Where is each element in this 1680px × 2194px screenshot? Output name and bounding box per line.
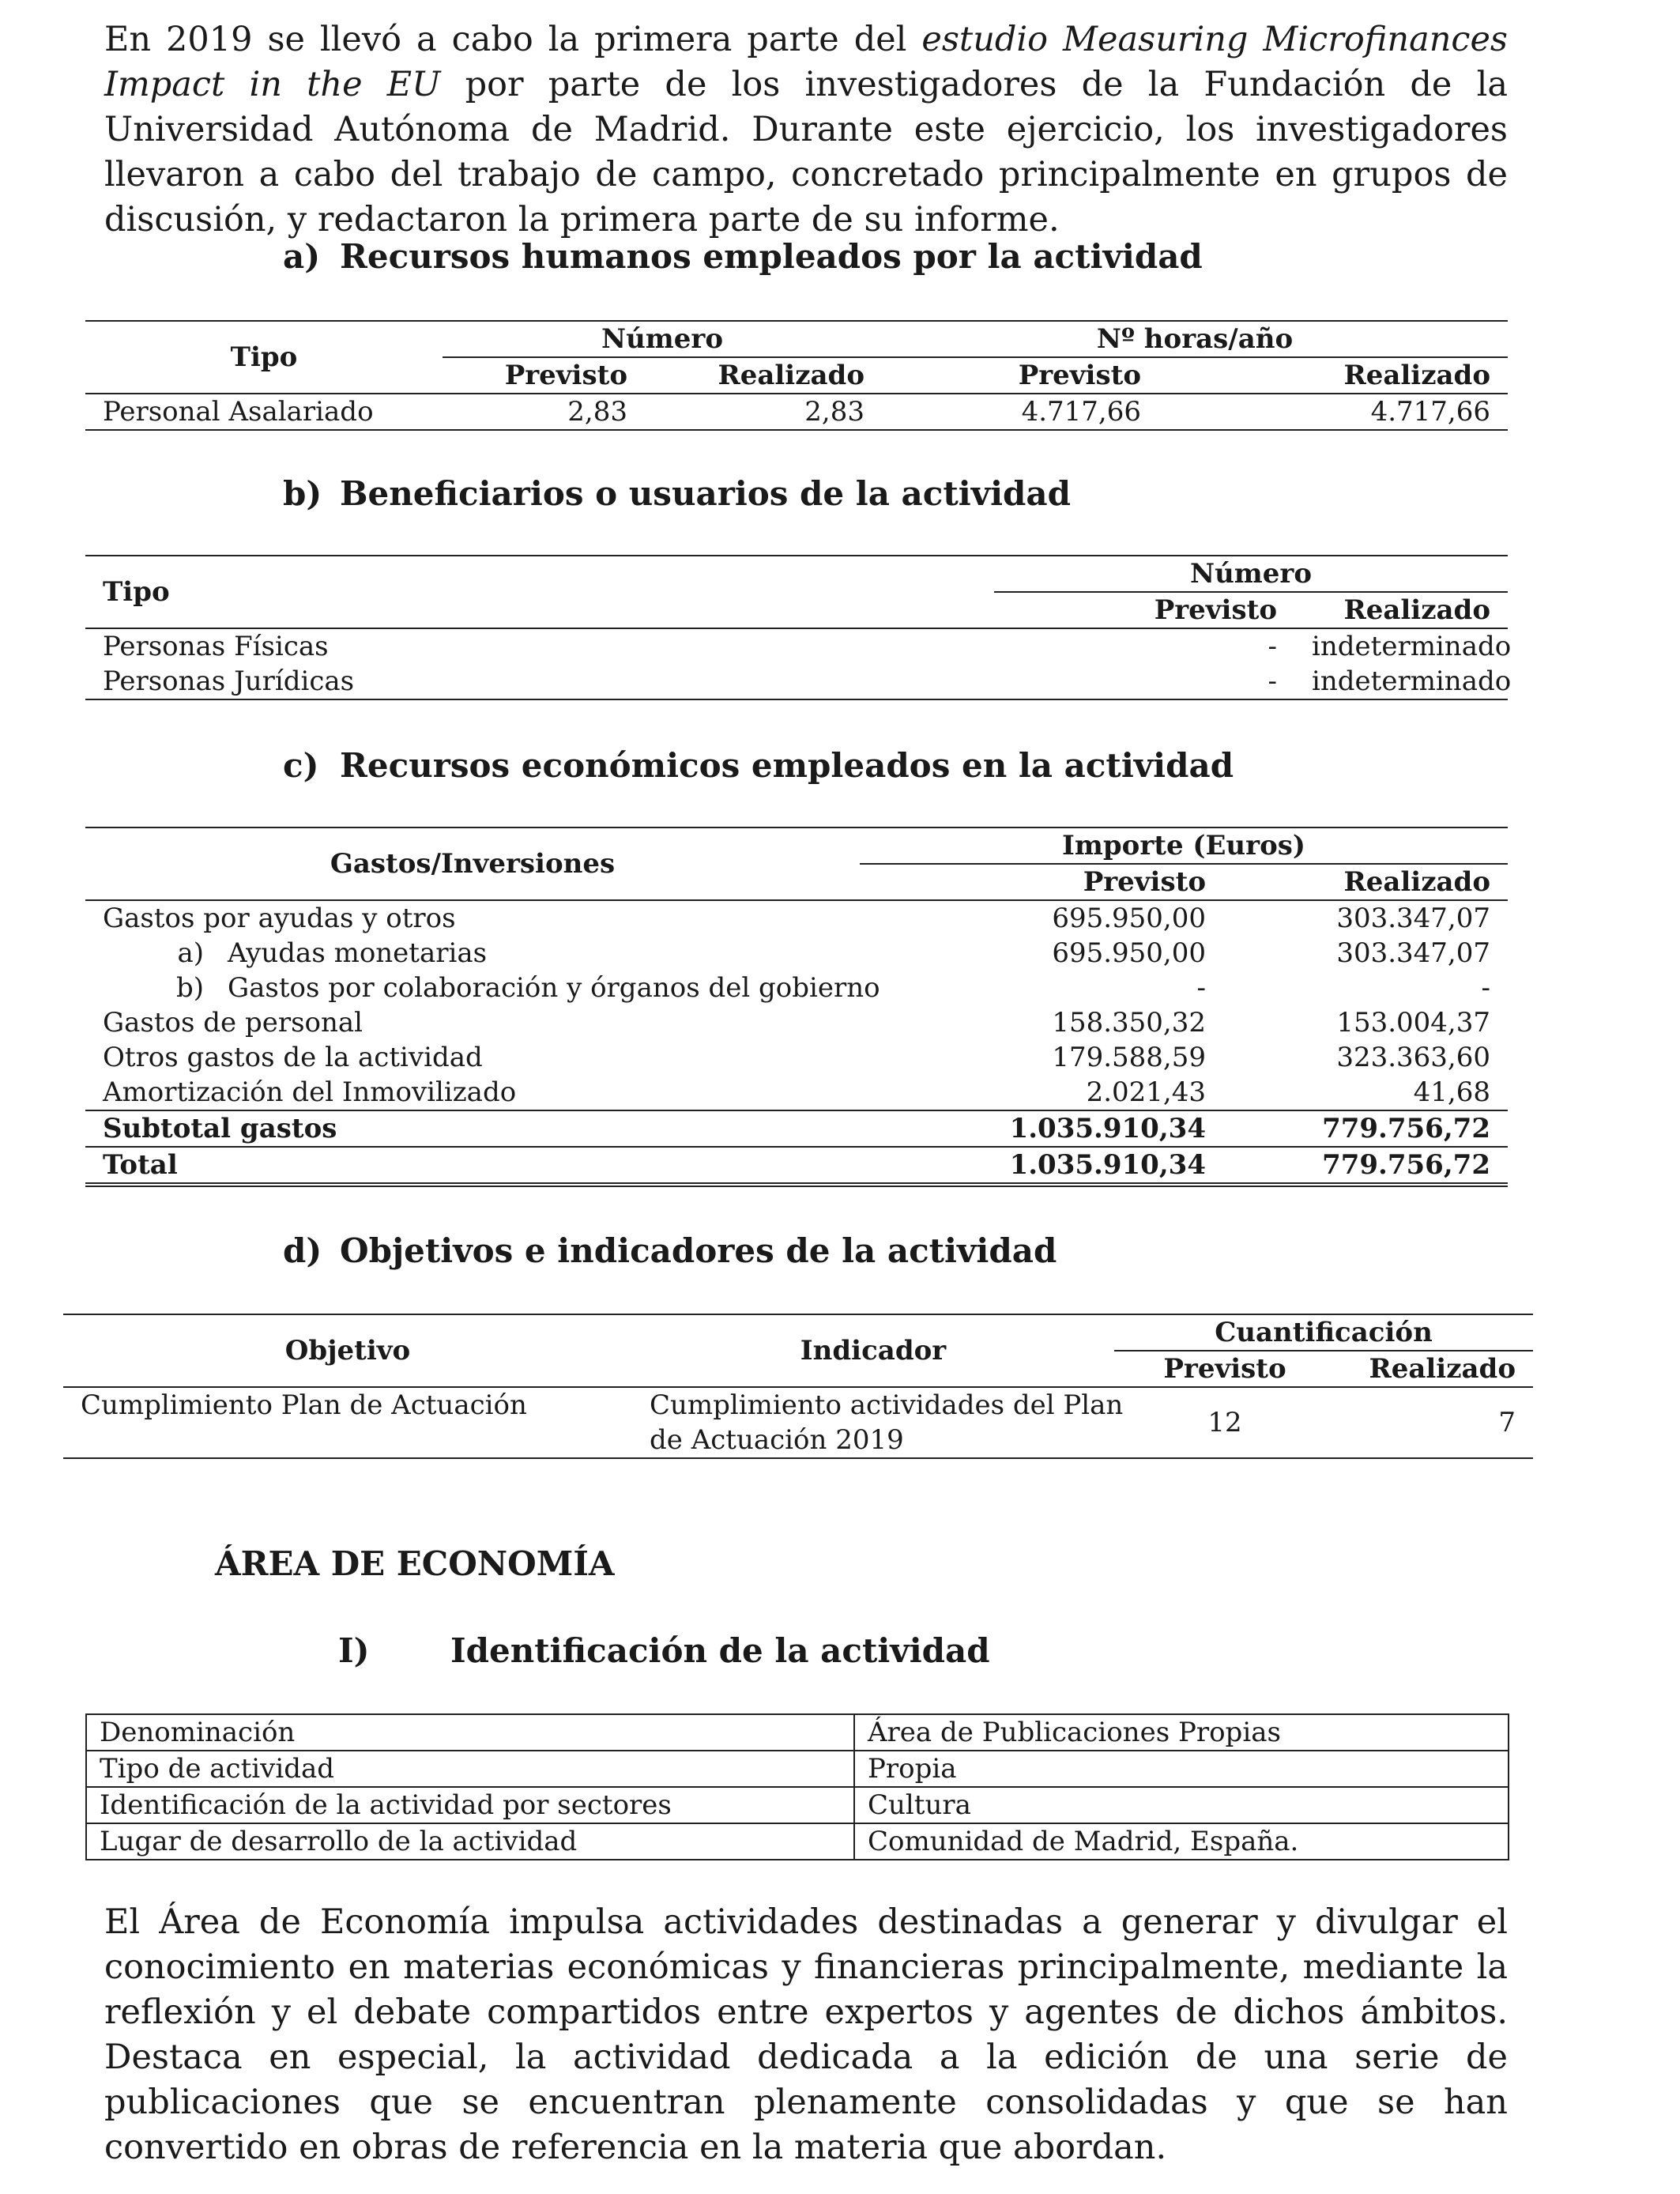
table-row [85,664,1508,699]
table-row [85,1005,1508,1040]
cell-num-previsto: 2,83 [567,396,627,428]
economic-resources-table [85,827,1508,1187]
table-row [63,1387,1533,1458]
cell-realizado: 303.347,07 [1336,903,1490,934]
col-numero: Número [443,321,882,357]
section-c-letter: c) [283,746,319,785]
section-d-title: Objetivos e indicadores de la actividad [340,1231,1057,1270]
closing-paragraph: El Área de Economía impulsa actividades destinadas a generar y divulgar el conocimiento en materias económicas y financieras principalmente, mediante la reflexión y el debate compartidos entre expertos y agentes de dichos ámbitos. Destaca en especial, la actividad dedicada a la edición de una serie de publicaciones que se encuentran plenamente consolidadas y que se han convertido en obras de referencia en la materia que abordan. [104,1902,1508,2167]
cell-previsto: 1.035.910,34 [1009,1149,1206,1181]
cell-tipo: Personas Físicas [103,631,329,662]
col-horas: Nº horas/año [882,321,1508,357]
table-row [86,1751,1509,1787]
col-numero: Número [994,556,1508,592]
col-importe: Importe (Euros) [860,827,1508,864]
col-gastos: Gastos/Inversiones [85,827,860,900]
cell-label: Gastos de personal [103,1007,363,1039]
section-a-letter: a) [283,237,321,276]
col-horas-previsto: Previsto [1018,360,1141,391]
cell-previsto: - [1268,665,1277,697]
cell-previsto: 695.950,00 [1052,937,1206,969]
section-c-heading [283,746,1234,786]
beneficiaries-table [85,555,1512,700]
section-I-heading [338,1631,990,1671]
table-row [86,1787,1509,1823]
cell-realizado: 7 [1498,1407,1516,1438]
cell-realizado: 779.756,72 [1322,1149,1490,1181]
cell-label: Total [103,1149,178,1181]
intro-paragraph [104,17,1508,243]
cell-horas-realizado: 4.717,66 [1370,396,1490,428]
cell-realizado: indeterminado [1312,631,1512,662]
cell-value: Área de Publicaciones Propias [854,1714,1509,1751]
cell-previsto: 1.035.910,34 [1009,1113,1206,1144]
sub-item-marker: a) [177,937,204,969]
sub-item-label: Gastos por colaboración y órganos del gobierno [228,972,880,1004]
intro-text-start: En 2019 se llevó a cabo la primera parte del [104,20,922,59]
cell-previsto: - [1196,972,1206,1004]
table-row [85,1075,1508,1110]
cell-label: Otros gastos de la actividad [103,1042,483,1073]
intro-text-end: por parte de los investigadores de la Fundación de la Universidad Autónoma de Madrid. Durante este ejercicio, los investigadores llevaron a cabo del trabajo de campo, concretado principalmente en grupos de discusión, y redactaron la primera parte de su informe. [104,65,1508,239]
col-objetivo: Objetivo [63,1314,632,1387]
cell-label: Tipo de actividad [86,1751,854,1787]
cell-previsto: 695.950,00 [1052,903,1206,934]
col-cuantificacion: Cuantificación [1114,1314,1533,1351]
cell-realizado: 779.756,72 [1322,1113,1490,1144]
cell-realizado: 153.004,37 [1336,1007,1490,1039]
cell-value: Cultura [854,1787,1509,1823]
cell-previsto: 158.350,32 [1052,1007,1206,1039]
table-row [85,628,1508,664]
cell-realizado: 323.363,60 [1336,1042,1490,1073]
cell-realizado: 303.347,07 [1336,937,1490,969]
col-realizado: Realizado [1343,594,1490,626]
section-b-title: Beneficiarios o usuarios de la actividad [340,474,1072,513]
cell-realizado: indeterminado [1312,665,1512,697]
cell-objetivo: Cumplimiento Plan de Actuación [81,1389,527,1421]
cell-previsto: 2.021,43 [1086,1076,1206,1108]
section-I-title: Identificación de la actividad [450,1631,990,1670]
indicador-line-1: Cumplimiento actividades del Plan [650,1389,1124,1421]
col-num-realizado: Realizado [718,360,864,391]
cell-label [85,971,880,1005]
table-row [85,900,1508,936]
section-a-title: Recursos humanos empleados por la actividad [340,237,1203,276]
section-d-letter: d) [283,1231,322,1270]
col-realizado: Realizado [1369,1353,1516,1385]
table-row [85,971,1508,1005]
section-a-heading [283,237,1203,277]
subtotal-row [85,1110,1508,1147]
cell-realizado: 41,68 [1413,1076,1490,1108]
table-row [85,394,1508,430]
cell-horas-previsto: 4.717,66 [1021,396,1141,428]
human-resources-table [85,320,1508,431]
col-previsto: Previsto [1163,1353,1286,1385]
table-row [86,1714,1509,1751]
objectives-table [63,1314,1533,1459]
section-b-letter: b) [283,474,322,513]
cell-label: Gastos por ayudas y otros [103,903,456,934]
cell-value: Comunidad de Madrid, España. [854,1823,1509,1860]
sub-item-marker: b) [175,972,204,1004]
col-indicador: Indicador [632,1314,1114,1387]
cell-indicador [632,1387,1124,1458]
cell-label: Lugar de desarrollo de la actividad [86,1823,854,1860]
section-I-numeral: I) [338,1631,370,1670]
identification-table [85,1713,1509,1860]
section-b-heading [283,474,1071,514]
sub-item-label: Ayudas monetarias [228,937,488,969]
col-horas-realizado: Realizado [1343,360,1490,391]
cell-label: Subtotal gastos [103,1113,337,1144]
col-tipo: Tipo [85,321,443,394]
cell-num-realizado: 2,83 [804,396,864,428]
cell-value: Propia [854,1751,1509,1787]
table-row [85,936,1508,971]
col-num-previsto: Previsto [504,360,627,391]
area-heading: ÁREA DE ECONOMÍA [215,1544,615,1583]
col-realizado: Realizado [1343,866,1490,898]
col-previsto: Previsto [1083,866,1206,898]
table-row [86,1823,1509,1860]
col-tipo: Tipo [85,556,994,628]
cell-tipo: Personas Jurídicas [103,665,355,697]
cell-label: Amortización del Inmovilizado [103,1076,517,1108]
cell-realizado: - [1481,972,1490,1004]
cell-label: Denominación [86,1714,854,1751]
indicador-line-2: de Actuación 2019 [650,1424,904,1456]
cell-previsto: - [1268,631,1277,662]
total-row [85,1147,1508,1185]
cell-tipo: Personal Asalariado [103,396,374,428]
col-previsto: Previsto [1154,594,1277,626]
intro-study-title: estudio Measuring Microfinances Impact in the EU [104,20,1509,104]
table-row [85,1040,1508,1075]
cell-label [85,936,860,971]
cell-label: Identificación de la actividad por sectores [86,1787,854,1823]
section-c-title: Recursos económicos empleados en la actividad [340,746,1234,785]
section-d-heading [283,1231,1057,1271]
cell-previsto: 12 [1207,1407,1242,1438]
cell-previsto: 179.588,59 [1052,1042,1206,1073]
